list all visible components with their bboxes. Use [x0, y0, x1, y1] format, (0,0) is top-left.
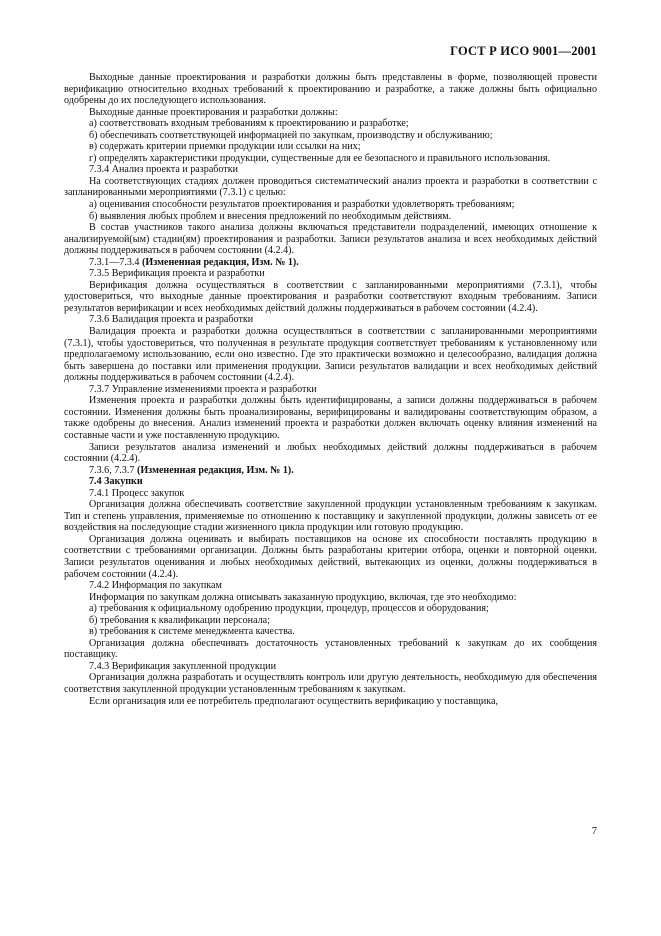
paragraph	[64, 615, 597, 627]
paragraph	[64, 696, 597, 708]
paragraph-text: а) оценивания способности результатов проектирования и разработки удовлетворять требованиям;	[89, 199, 515, 211]
paragraph-text: 7.3.4 Анализ проекта и разработки	[89, 164, 239, 176]
paragraph	[64, 72, 597, 107]
paragraph-text: в) содержать критерии приемки продукции или ссылки на них;	[89, 141, 361, 153]
paragraph-text: Записи результатов анализа изменений и любых необходимых действий должны поддерживаться в рабочем состоянии (4.2.4).	[64, 441, 597, 465]
paragraph-text: В состав участников такого анализа должны включаться представители подразделений, имеющих отношение к анализируемой(ым) стадии(ям) проектирования и разработки. Записи результатов анализа и всех необходимых действий должны поддерживаться в рабочем состоянии (4.2.4).	[64, 222, 597, 257]
paragraph	[64, 672, 597, 695]
paragraph-text: 7.3.7 Управление изменениями проекта и разработки	[89, 383, 317, 395]
paragraph-text: Валидация проекта и разработки должна осуществляться в соответствии с запланированными мероприятиями (7.3.1), чтобы удостовериться, что полученная в результате продукция соответствует требованиям к установленному или предполагаемому использованию, если оно известно. Где это практически возможно и целесообразно, валидация должна быть завершена до поставки или применения продукции. Записи результатов валидации и всех необходимых действий должны поддерживаться в рабочем состоянии (4.2.4).	[64, 326, 597, 384]
paragraph-text: 7.4.3 Верификация закупленной продукции	[89, 660, 276, 672]
paragraph-text: Если организация или ее потребитель предполагают осуществить верификацию у поставщика,	[89, 695, 499, 707]
paragraph	[64, 626, 597, 638]
paragraph	[64, 592, 597, 604]
paragraph	[64, 499, 597, 534]
paragraph-bold-text: (Измененная редакция, Изм. № 1).	[136, 464, 294, 476]
paragraph-bold-text: (Измененная редакция, Изм. № 1).	[142, 256, 299, 268]
paragraph-text: Организация должна обеспечивать соответствие закупленной продукции установленным требованиям к закупкам. Тип и степень управления, применяемые по отношению к поставщику и закупленной продукции, должны зависеть от ее воздействия на последующие стадии жизненного цикла продукции или готовую продукцию.	[64, 499, 597, 534]
paragraph	[64, 211, 597, 223]
paragraph-text: а) требования к официальному одобрению продукции, процедур, процессов и оборудования;	[89, 603, 489, 615]
paragraph-text: 7.3.6, 7.3.7	[89, 464, 137, 476]
paragraph	[64, 442, 597, 465]
paragraph	[64, 257, 597, 269]
paragraph-text: Организация должна обеспечивать достаточность установленных требований к закупкам до их сообщения поставщику.	[64, 637, 597, 661]
paragraph-text: 7.3.5 Верификация проекта и разработки	[89, 268, 265, 280]
paragraph	[64, 199, 597, 211]
paragraph	[64, 465, 597, 477]
paragraph	[64, 384, 597, 396]
paragraph	[64, 534, 597, 580]
paragraph	[64, 153, 597, 165]
paragraph	[64, 603, 597, 615]
paragraph	[64, 638, 597, 661]
paragraph-text: Выходные данные проектирования и разработки должны:	[89, 106, 338, 118]
paragraph	[64, 395, 597, 441]
paragraph-text: Организация должна оценивать и выбирать поставщиков на основе их способности поставлять продукцию в соответствии с требованиями организации. Должны быть разработаны критерии отбора, оценки и повторной оценки. Записи результатов оценивания и любых необходимых действий, вытекающих из оценки, должны поддерживаться в рабочем состоянии (4.2.4).	[64, 533, 597, 580]
paragraph	[64, 268, 597, 280]
paragraph-text: 7.4.1 Процесс закупок	[89, 487, 185, 499]
paragraph-text: 7.3.1—7.3.4	[89, 256, 142, 268]
paragraph	[64, 280, 597, 315]
paragraph	[64, 314, 597, 326]
standard-header: ГОСТ Р ИСО 9001—2001	[450, 44, 597, 58]
page-number: 7	[591, 826, 597, 837]
paragraph	[64, 661, 597, 673]
paragraph-bold-text: 7.4 Закупки	[89, 476, 143, 488]
paragraph-text: На соответствующих стадиях должен проводиться систематический анализ проекта и разработки в соответствии с запланированными мероприятиями (7.3.1) с целью:	[64, 175, 597, 199]
paragraph-text: Изменения проекта и разработки должны быть идентифицированы, а записи должны поддерживаться в рабочем состоянии. Изменения должны быть проанализированы, верифицированы и валидированы соответствующим образом, а также одобрены до внесения. Анализ изменений проекта и разработки должен включать оценку влияния изменений на составные части и уже поставленную продукцию.	[64, 395, 597, 441]
paragraph-text: б) требования к квалификации персонала;	[89, 614, 270, 626]
paragraph-text: а) соответствовать входным требованиям к проектированию и разработке;	[89, 118, 409, 130]
paragraph	[64, 326, 597, 384]
paragraph-text: Организация должна разработать и осуществлять контроль или другую деятельность, необходимую для обеспечения соответствия закупленной продукции установленным требованиям к закупкам.	[64, 672, 597, 695]
paragraph-text: в) требования к системе менеджмента качества.	[89, 626, 295, 638]
paragraph	[64, 476, 597, 488]
paragraph	[64, 488, 597, 500]
paragraph	[64, 222, 597, 257]
paragraph-text: Выходные данные проектирования и разработки должны быть представлены в форме, позволяющей провести верификацию относительно входных требований к проектированию и разработке, а также должны быть официально одобрены до их последующего использования.	[64, 72, 597, 107]
paragraph-text: Информация по закупкам должна описывать заказанную продукцию, включая, где это необходимо:	[89, 591, 517, 603]
paragraph	[64, 107, 597, 119]
paragraph-text: г) определять характеристики продукции, существенные для ее безопасного и правильного использования.	[89, 152, 551, 164]
page-body	[64, 72, 597, 707]
paragraph	[64, 580, 597, 592]
paragraph	[64, 141, 597, 153]
paragraph	[64, 176, 597, 199]
paragraph-text: 7.4.2 Информация по закупкам	[89, 580, 222, 592]
paragraph	[64, 130, 597, 142]
paragraph-text: 7.3.6 Валидация проекта и разработки	[89, 314, 254, 326]
paragraph-text: б) выявления любых проблем и внесения предложений по необходимым действиям.	[89, 210, 452, 222]
paragraph	[64, 118, 597, 130]
paragraph	[64, 164, 597, 176]
paragraph-text: Верификация должна осуществляться в соответствии с запланированными мероприятиями (7.3.1), чтобы удостовериться, что выходные данные проектирования и разработки соответствуют входным требованиям. Записи результатов верификации и всех необходимых действий должны поддерживаться в рабочем состоянии (4.2.4).	[64, 279, 597, 314]
paragraph-text: б) обеспечивать соответствующей информацией по закупкам, производству и обслуживанию;	[89, 129, 493, 141]
